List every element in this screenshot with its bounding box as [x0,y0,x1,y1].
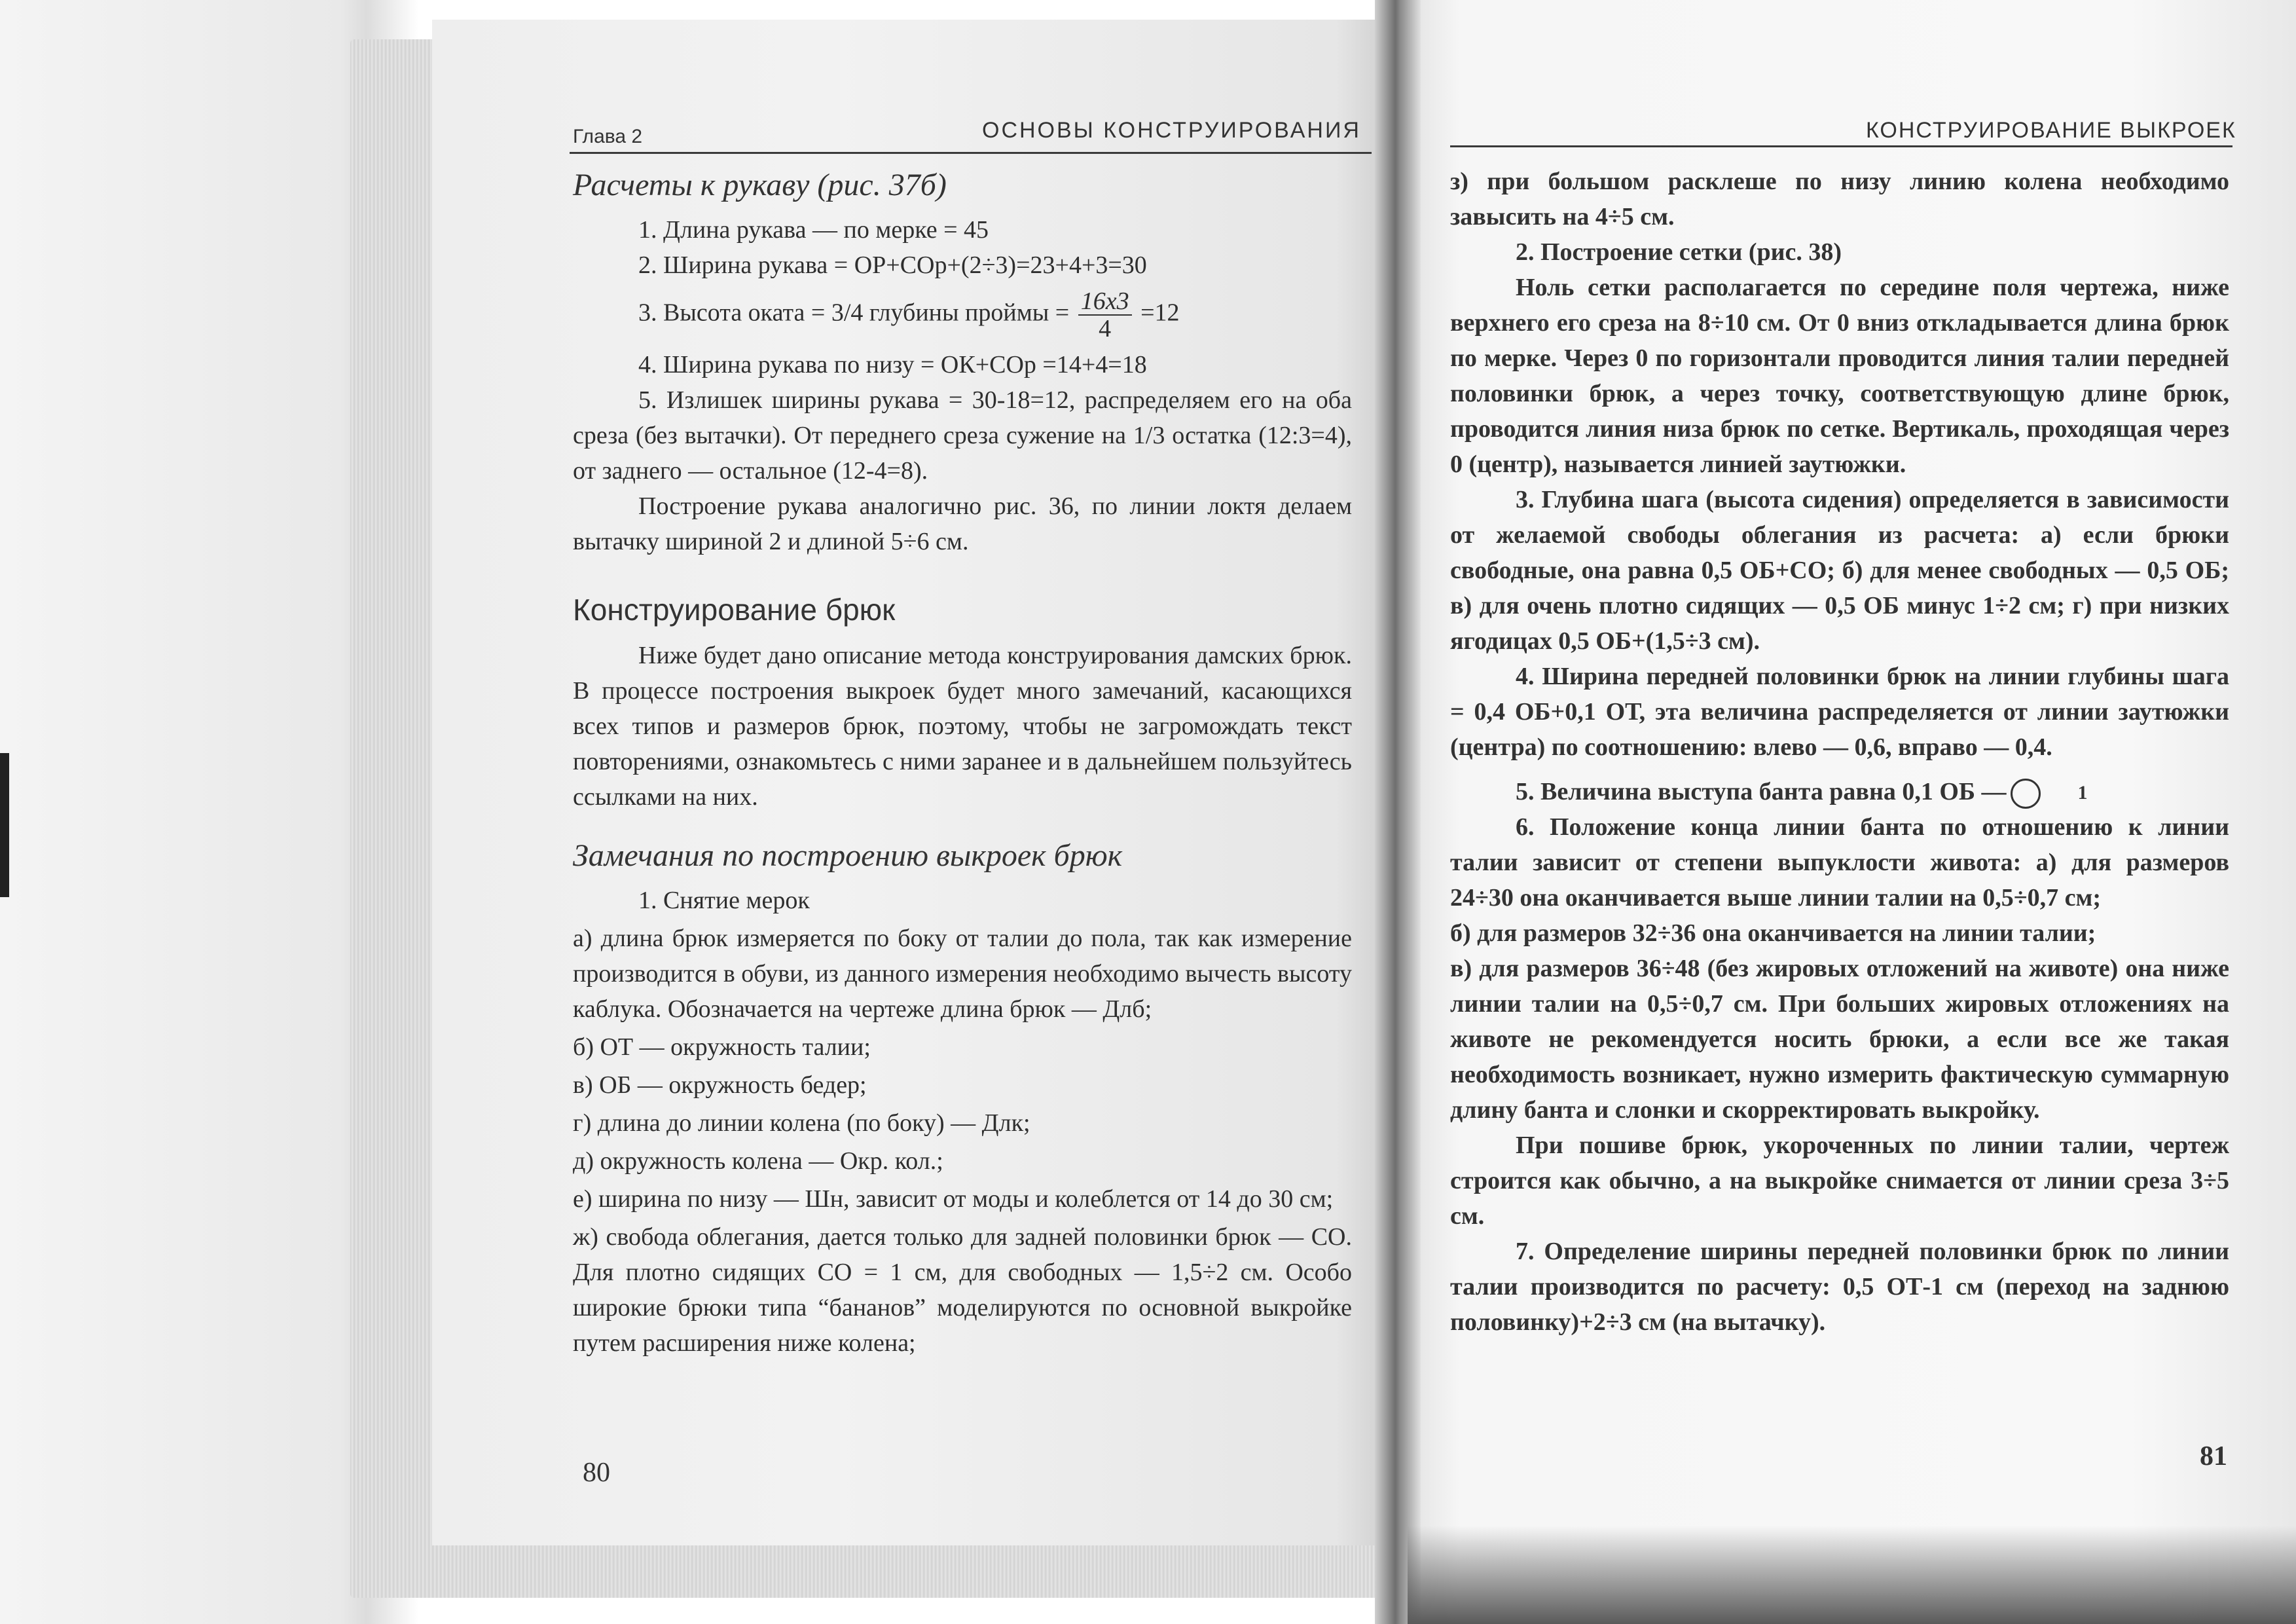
right-p9: в) для размеров 36÷48 (без жировых отложений на животе) она ниже линии талии на 0,5÷0,7 см. При больших жировых отложениях на животе не рекомендуется носить брюки, а если все же такая необходимость возникает, нужно измерить фактическую суммарную длину банта и слонки и скорректировать выкройку. [1450,955,2229,1124]
sleeve-item-3 [573,288,1352,342]
measure-heading: 1. Снятие мерок [638,887,810,914]
sleeve-heading: Расчеты к рукаву (рис. 37б) [573,168,947,202]
okat-fraction [1078,288,1132,342]
bottom-shadow [1408,1526,2296,1624]
sleeve-item-4: 4. Ширина рукава по низу = ОК+СОр =14+4=18 [638,351,1147,378]
measure-b: б) ОТ — окружность талии; [573,1033,871,1061]
right-p2: 2. Построение сетки (рис. 38) [1516,238,1842,266]
right-running-title: КОНСТРУИРОВАНИЕ ВЫКРОЕК [1866,118,2236,143]
measure-a: а) длина брюк измеряется по боку от талии до пола, так как измерение производится в обуви, из данного измерения необходимо вычесть высоту каблука. Обозначается на чертеже длина брюк — Длб; [573,925,1352,1023]
right-p3: Ноль сетки располагается по середине поля чертежа, ниже верхнего его среза на 8÷10 см. От 0 вниз откладывается длина брюк по мерке. Через 0 по горизонтали проводится линия талии передней половинки брюк, а через точку, соответствующую длине брюк, проводится линия низа брюк по сетке. Вертикаль, проходящая через 0 (центр), называется линией заутюжки. [1450,274,2229,478]
sleeve-paragraph: Построение рукава аналогично рис. 36, по линии локтя делаем вытачку шириной 2 и длиной 5÷6 см. [573,492,1352,555]
okat-suffix: =12 [1140,299,1180,327]
sleeve-item-5: 5. Излишек ширины рукава = 30-18=12, распределяем его на оба среза (без вытачки). От переднего среза сужение на 1/3 остатка (12:3=4), от заднего — остальное (12-4=8). [573,386,1352,485]
measure-d: г) длина до линии колена (по боку) — Длк; [573,1109,1030,1137]
right-p10: При пошиве брюк, укороченных по линии талии, чертеж строится как обычно, а на выкройке снимается от линии среза 3÷5 см. [1450,1132,2229,1230]
right-p6 [1450,774,2229,809]
trousers-heading: Конструирование брюк [573,593,896,627]
right-p4: 3. Глубина шага (высота сидения) определяется в зависимости от желаемой свободы облегания из расчета: а) если брюки свободные, она равна 0,5 ОБ+СО; б) для менее свободных — 0,5 ОБ; в) для очень плотно сидящих — 0,5 ОБ минус 1÷2 см; г) при низких ягодицах 0,5 ОБ+(1,5÷3 см). [1450,486,2229,655]
sleeve-item-1: 1. Длина рукава — по мерке = 45 [638,216,989,244]
right-p1: з) при большом расклеше по низу линию колена необходимо завысить на 4÷5 см. [1450,168,2229,231]
right-p5: 4. Ширина передней половинки брюк на линии глубины шага = 0,4 ОБ+0,1 ОТ, эта величина распределяется от линии заутюжки (центра) по соотношению: влево — 0,6, вправо — 0,4. [1450,663,2229,761]
right-p6-text: 5. Величина выступа банта равна 0,1 ОБ — [1516,778,2007,805]
left-header-rule [570,152,1372,154]
measure-e: д) окружность колена — Окр. кол.; [573,1147,943,1175]
okat-numerator: 16x3 [1078,288,1132,316]
book-gutter [1375,0,1421,1624]
okat-denominator: 4 [1099,315,1112,342]
measure-c: в) ОБ — окружность бедер; [573,1071,867,1099]
right-p11: 7. Определение ширины передней половинки брюк по линии талии производится по расчету: 0,5 ОТ-1 см (переход на заднюю половинку)+2÷3 см (на вытачку). [1450,1238,2229,1336]
trousers-intro: Ниже будет дано описание метода конструирования дамских брюк. В процессе построения выкроек будет много замечаний, касающихся всех типов и размеров брюк, поэтому, чтобы не загромождать текст повторениями, ознакомьтесь с ними заранее и в дальнейшем пользуйтесь ссылками на них. [573,642,1352,811]
measure-g: ж) свобода облегания, дается только для задней половинки брюк — СО. Для плотно сидящих СО = 1 см, для свободных — 1,5÷2 см. Особо широкие брюки типа “бананов” моделируются по основной выкройке путем расширения ниже колена; [573,1223,1352,1357]
right-p7: 6. Положение конца линии банта по отношению к линии талии зависит от степени выпуклости живота: а) для размеров 24÷30 она оканчивается выше линии талии на 0,5÷0,7 см; [1450,813,2229,912]
okat-prefix: 3. Высота оката = 3/4 глубины проймы = [638,299,1070,327]
circled-number-mark: 1 [2011,779,2041,809]
measure-f: е) ширина по низу — Шн, зависит от моды и колеблется от 14 до 30 см; [573,1185,1334,1213]
right-p8: б) для размеров 32÷36 она оканчивается на линии талии; [1450,919,2096,947]
right-header-rule [1450,145,2232,147]
right-text-column [1450,164,2229,1340]
left-page-number: 80 [583,1458,610,1488]
sleeve-item-2: 2. Ширина рукава = ОР+СОр+(2÷3)=23+4+3=30 [638,251,1147,279]
left-text-column [573,164,1352,1361]
notes-heading: Замечания по построению выкроек брюк [573,838,1123,873]
right-page-number: 81 [2200,1441,2227,1471]
chapter-label: Глава 2 [573,126,643,147]
left-running-title: ОСНОВЫ КОНСТРУИРОВАНИЯ [982,118,1361,143]
scan-edge-mark [0,753,9,897]
